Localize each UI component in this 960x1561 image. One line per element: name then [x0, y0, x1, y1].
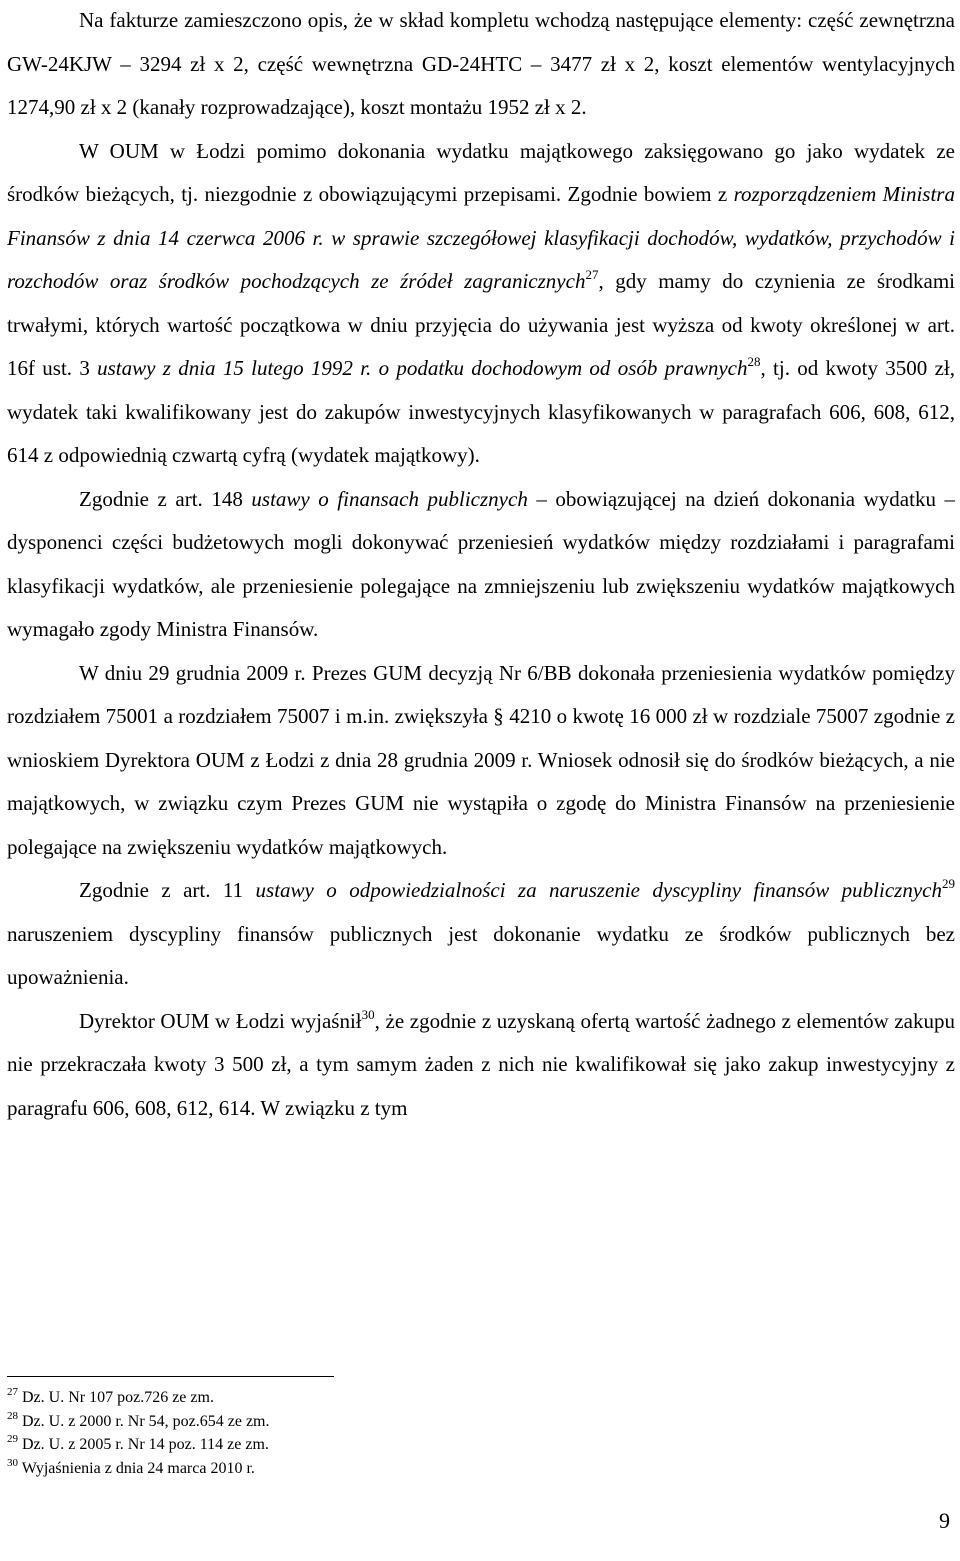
act-title: ustawy o odpowiedzialności za naruszenie dyscypliny finansów publicznych [255, 878, 942, 902]
paragraph-text: , że zgodnie z uzyskaną ofertą wartość żadnego z elementów zakupu nie przekraczała kwoty 3 500 zł, a tym samym żaden z nich nie kwalifikował się jako zakup inwestycyjny z paragrafu 606, 608, 612, 614. W związku z tym [7, 1008, 956, 1120]
paragraph-text: Zgodnie z art. 148 [79, 486, 252, 511]
footnote-text: Dz. U. z 2005 r. Nr 14 poz. 114 ze zm. [22, 1436, 269, 1453]
footnotes [7, 1386, 707, 1480]
paragraph-text: , gdy mamy do czynienia ze środkami trwałymi, których wartość początkowa w dniu przyjęcia do używania jest wyższa od kwoty określonej w art. 16f ust. 3 [7, 269, 955, 380]
document-page [7, 0, 955, 1130]
footnote-number: 28 [7, 1409, 18, 1422]
paragraph-text: – obowiązującej na dzień dokonania wydatku – dysponenci części budżetowych mogli dokonywać przeniesień wydatków między rozdziałami i paragrafami klasyfikacji wydatków, ale przeniesienie polegające na zmniejszeniu lub zwiększeniu wydatków majątkowych wymagało zgody Ministra Finansów. [7, 486, 955, 641]
paragraph-text: W OUM w Łodzi pomimo dokonania wydatku majątkowego zaksięgowano go jako wydatek ze środków bieżących, tj. niezgodnie z obowiązującymi przepisami. Zgodnie bowiem z [7, 138, 955, 206]
footnote-separator [7, 1376, 334, 1377]
footnote-ref-27[interactable]: 27 [585, 267, 599, 282]
footnote-number: 29 [7, 1433, 18, 1445]
footnote-28 [7, 1410, 707, 1434]
footnote-text: Wyjaśnienia z dnia 24 marca 2010 r. [21, 1459, 255, 1477]
footnote-ref-28[interactable]: 28 [747, 354, 761, 369]
regulation-title: rozporządzeniem Ministra Finansów z dnia 14 czerwca 2006 r. w sprawie szczegółowej klasyfikacji dochodów, wydatków, przychodów i rozchodów oraz środków pochodzących ze źródeł zagranicznych [7, 182, 955, 293]
footnote-text: Dz. U. z 2000 r. Nr 54, poz.654 ze zm. [22, 1412, 270, 1430]
footnote-ref-29[interactable]: 29 [942, 876, 955, 891]
paragraph-discipline-violation [7, 869, 955, 1000]
paragraph-invoice-description: Na fakturze zamieszczono opis, że w skład kompletu wchodzą następujące elementy: część zewnętrzna GW-24KJW – 3294 zł x 2, część wewnętrzna GD-24HTC – 3477 zł x 2, koszt elementów wentylacyjnych 1274,90 zł x 2 (kanały rozprowadzające), koszt montażu 1952 zł x 2. [7, 8, 955, 119]
act-title: ustawy o finansach publicznych [251, 486, 528, 511]
footnote-number: 27 [7, 1386, 18, 1398]
act-title: ustawy z dnia 15 lutego 1992 r. o podatku dochodowym od osób prawnych [97, 356, 748, 380]
footnote-30 [7, 1457, 707, 1481]
footnote-number: 30 [7, 1456, 18, 1469]
paragraph-public-finance-act [7, 478, 955, 652]
footnote-27 [7, 1386, 707, 1410]
paragraph-text: Zgodnie z art. 11 [79, 878, 256, 902]
footnote-ref-30[interactable]: 30 [361, 1006, 375, 1022]
page-number: 9 [939, 1508, 950, 1533]
paragraph-gum-decision: W dniu 29 grudnia 2009 r. Prezes GUM decyzją Nr 6/BB dokonała przeniesienia wydatków pomiędzy rozdziałem 75001 a rozdziałem 75007 i m.in. zwiększyła § 4210 o kwotę 16 000 zł w rozdziale 75007 zgodnie z wnioskiem Dyrektora OUM z Łodzi z dnia 28 grudnia 2009 r. Wniosek odnosił się do środków bieżących, a nie majątkowych, w związku czym Prezes GUM nie wystąpiła o zgodę do Ministra Finansów na przeniesienie polegające na zwiększeniu wydatków majątkowych. [7, 660, 955, 859]
paragraph-text: Dyrektor OUM w Łodzi wyjaśnił [79, 1008, 362, 1033]
footnote-29 [7, 1433, 707, 1457]
footnote-text: Dz. U. Nr 107 poz.726 ze zm. [22, 1389, 214, 1406]
paragraph-text: naruszeniem dyscypliny finansów publicznych jest dokonanie wydatku ze środków publicznych bez upoważnienia. [7, 921, 955, 989]
paragraph-director-explanation [7, 1000, 955, 1131]
paragraph-accounting-violation [7, 130, 955, 478]
paragraph-text: , tj. od kwoty 3500 zł, wydatek taki kwalifikowany jest do zakupów inwestycyjnych klasyfikowanych w paragrafach 606, 608, 612, 614 z odpowiednią czwartą cyfrą (wydatek majątkowy). [7, 356, 956, 467]
